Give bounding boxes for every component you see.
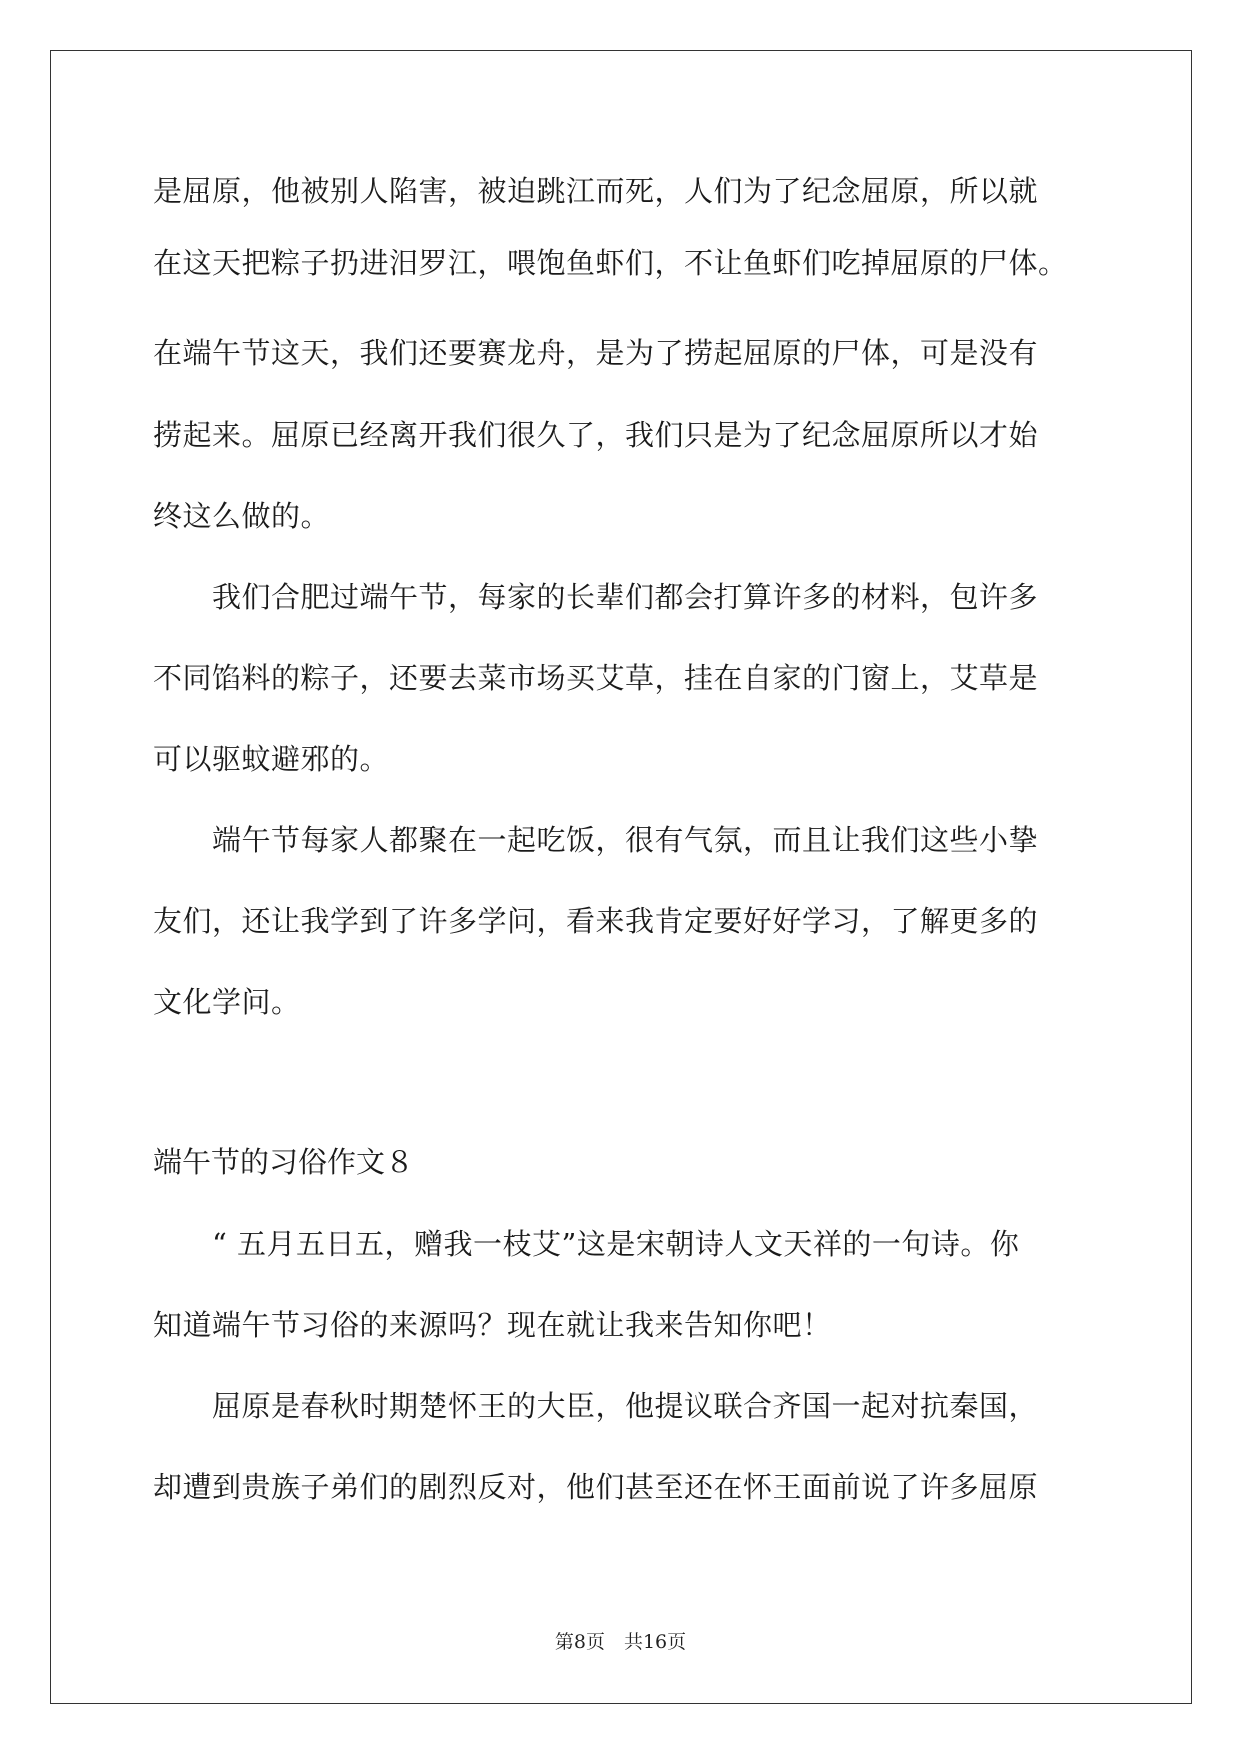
text-line: 在端午节这天，我们还要赛龙舟，是为了捞起屈原的尸体，可是没有: [153, 336, 1039, 370]
text-line: 我们合肥过端午节，每家的长辈们都会打算许多的材料，包许多: [153, 580, 1039, 614]
text-line: 可以驱蚊避邪的。: [153, 742, 390, 776]
page-border: [50, 50, 1192, 1704]
text-line: 知道端午节习俗的来源吗？现在就让我来告知你吧！: [153, 1308, 832, 1342]
text-line: 终这么做的。: [153, 499, 331, 533]
text-line: 屈原是春秋时期楚怀王的大臣，他提议联合齐国一起对抗秦国，: [153, 1389, 1039, 1423]
text-line: “ 五月五日五，赠我一枝艾”这是宋朝诗人文天祥的一句诗。你: [153, 1227, 1020, 1261]
text-line: 端午节每家人都聚在一起吃饭，很有气氛，而且让我们这些小挚: [153, 823, 1039, 857]
section-heading: 端午节的习俗作文８: [153, 1145, 415, 1179]
text-line: 不同馅料的粽子，还要去菜市场买艾草，挂在自家的门窗上，艾草是: [153, 661, 1039, 695]
text-line: 却遭到贵族子弟们的剧烈反对，他们甚至还在怀王面前说了许多屈原: [153, 1470, 1039, 1504]
page-number: 第8页 共16页: [554, 1631, 687, 1653]
text-line: 捞起来。屈原已经离开我们很久了，我们只是为了纪念屈原所以才始: [153, 418, 1039, 452]
text-line: 在这天把粽子扔进汨罗江，喂饱鱼虾们，不让鱼虾们吃掉屈原的尸体。: [153, 246, 1068, 280]
text-line: 友们，还让我学到了许多学问，看来我肯定要好好学习，了解更多的: [153, 904, 1039, 938]
text-line: 文化学问。: [153, 985, 301, 1019]
text-line: 是屈原，他被别人陷害，被迫跳江而死，人们为了纪念屈原，所以就: [153, 174, 1039, 208]
